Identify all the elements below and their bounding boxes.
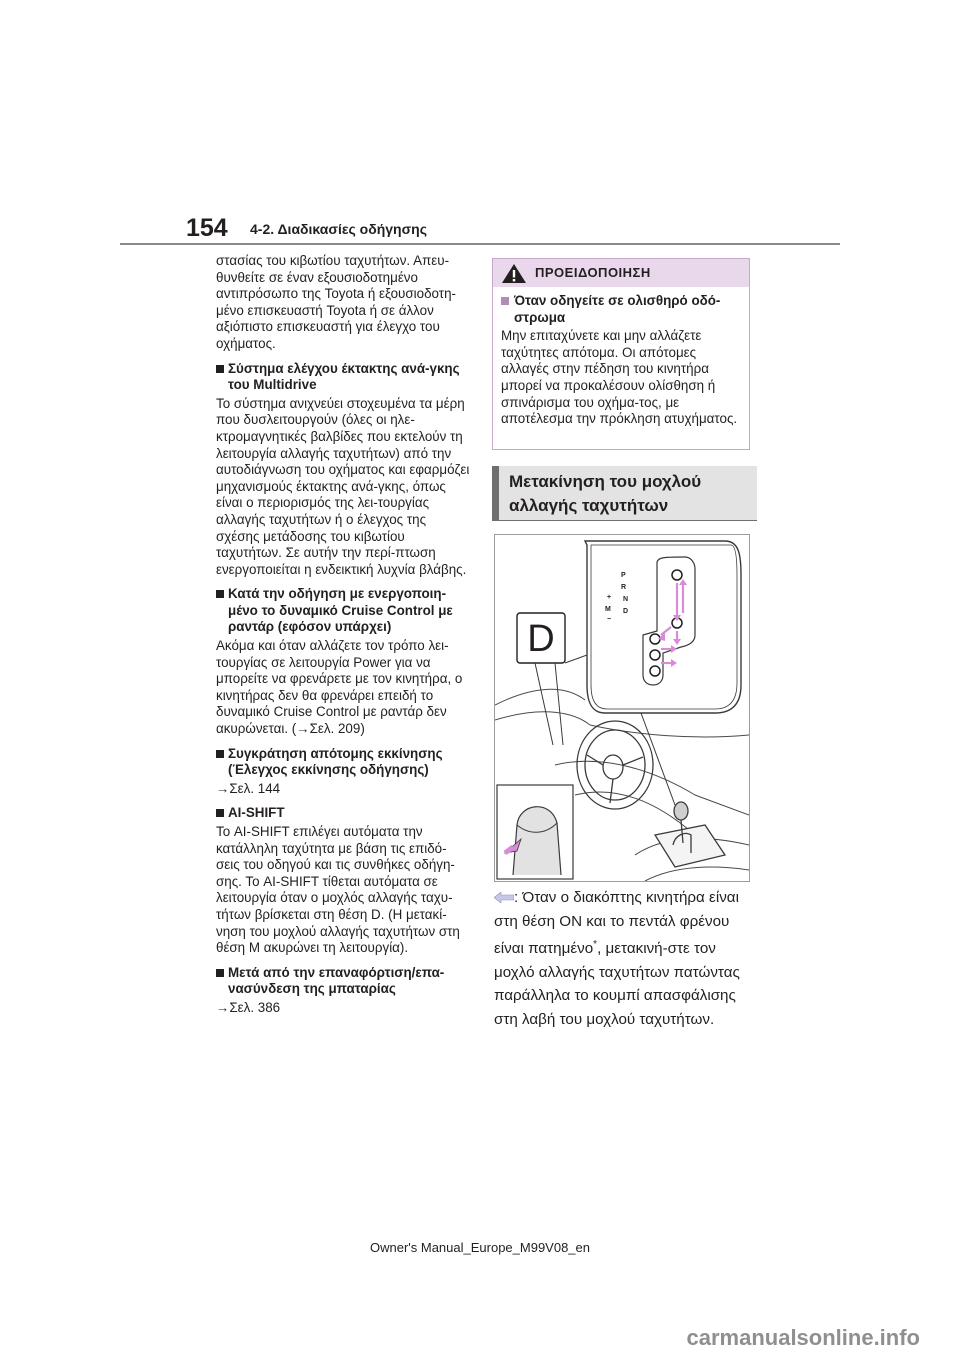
shift-lever-drawing [495, 535, 749, 881]
subsection-body: Το σύστημα ανιχνεύει στοχευμένα τα μέρη που δυσλειτουργούν (όλες οι ηλε-κτρομαγνητικές βαλβίδες που εκτελούν τη λειτουργία αλλαγής ταχυτήτων) από την αυτοδιάγνωση του οχήματος και εφαρμόζει μηχανισμούς έκτακτης ανά-γκης, όπως είναι ο περιορισμός της λει-τουργίας αλλαγής ταχυτήτων ή ο έλεγχος της σχέσης μετάδοσης του κιβωτίου ταχυτήτων. Σε αυτήν την περί-πτωση ενεργοποιείται η ενδεικτική λυχνία βλάβης. [216, 395, 470, 577]
subsection-heading: Μετά από την επαναφόρτιση/επα-νασύνδεση της μπαταρίας [216, 965, 470, 998]
footnote-marker: * [593, 939, 598, 950]
subsection-body: →Σελ. 144 [216, 780, 281, 796]
arrow-left-icon [494, 892, 514, 903]
gate-label-r: R [621, 584, 627, 591]
gate-label-n: N [623, 596, 629, 603]
steering-wheel-icon [577, 721, 653, 809]
warning-triangle-icon [501, 263, 527, 284]
subsection-heading: AI-SHIFT [216, 805, 470, 822]
subsection-body: Το AI-SHIFT επιλέγει αυτόματα την κατάλληλη ταχύτητα με βάση τις επιδό-σεις του οδηγού και τις συνθήκες οδήγη-σης. Το AI-SHIFT τίθεται αυτόματα σε λειτουργία όταν ο μοχλός αλλαγής ταχυ-τήτων βρίσκεται στη θέση D. (Η μετακί-νηση του μοχλού αλλαγής ταχυτήτων στη θέση M ακυρώνει τη λειτουργία). [216, 824, 460, 956]
shift-lever-illustration [494, 534, 750, 882]
intro-paragraph: στασίας του κιβωτίου ταχυτήτων. Απευ-θυνθείτε σε έναν εξουσιοδοτημένο αντιπρόσωπο της Toyota ή εξουσιοδοτη-μένο επισκευαστή Toyota ή σε άλλον αξιόπιστο επισκευαστή για έλεγχο του οχήματος. [216, 253, 456, 351]
gate-label-p: P [621, 572, 626, 579]
figure-caption: : Όταν ο διακόπτης κινητήρα είναι στη θέση ON και το πεντάλ φρένου είναι πατημένο*, μετακινή-στε τον μοχλό αλλαγής ταχυτήτων πατώντας παράλληλα το κουμπί απασφάλισης στη λαβή του μοχλού ταχυτήτων. [494, 889, 740, 1028]
callout-d [517, 613, 565, 745]
mode-label-plus: + [607, 594, 612, 601]
warning-label: ΠΡΟΕΙΔΟΠΟΙΗΣΗ [535, 265, 651, 280]
callout-d-label: D [527, 618, 555, 660]
heading-line-1: Μετακίνηση του μοχλού [509, 472, 702, 491]
square-bullet-icon [216, 969, 224, 977]
section-heading [492, 466, 757, 521]
warning-box [492, 258, 750, 450]
subsection-heading: Κατά την οδήγηση με ενεργοποιη-μένο το δυναμικό Cruise Control με ραντάρ (εφόσον υπάρχει) [216, 586, 470, 636]
left-column [216, 253, 470, 1025]
page-number: 154 [186, 214, 228, 242]
section-title: 4-2. Διαδικασίες οδήγησης [250, 221, 428, 237]
gate-label-d: D [623, 608, 629, 615]
subsection-body: →Σελ. 386 [216, 999, 281, 1015]
warning-header [493, 259, 749, 287]
mode-label-m: M [605, 606, 611, 613]
watermark: carmanualsonline.info [686, 1325, 920, 1350]
footer-text: Owner's Manual_Europe_M99V08_en [369, 1240, 590, 1255]
warning-text: Μην επιταχύνετε και μην αλλάζετε ταχύτητες απότομα. Οι απότομες αλλαγές στην πέδηση του κινητήρα μπορεί να προκαλέσουν ολίσθηση ή σπινάρισμα του οχήμα-τος, με αποτέλεσμα την πρόκληση ατυχήματος. [501, 328, 738, 427]
mode-label-minus: − [607, 616, 612, 623]
header-rule [120, 243, 840, 245]
heading-line-2: αλλαγής ταχυτήτων [509, 496, 669, 515]
square-bullet-icon [216, 809, 224, 817]
knob-inset [497, 785, 573, 879]
square-bullet-icon [216, 590, 224, 598]
square-bullet-icon [216, 750, 224, 758]
subsection-body: Ακόμα και όταν αλλάζετε τον τρόπο λει-τουργίας σε λειτουργία Power για να μπορείτε να φρενάρετε με τον κινητήρα, ο κινητήρας δεν θα φρενάρει επειδή το δυναμικό Cruise Control με ραντάρ δεν ακυρώνεται. (→Σελ. 209) [216, 638, 463, 737]
subsection-heading: Σύστημα ελέγχου έκτακτης ανά-γκης του Multidrive [216, 361, 470, 394]
warning-heading: Όταν οδηγείτε σε ολισθηρό οδό-στρωμα [501, 293, 741, 326]
square-bullet-icon [501, 297, 509, 305]
square-bullet-icon [216, 365, 224, 373]
subsection-heading: Συγκράτηση απότομης εκκίνησης (Έλεγχος εκκίνησης οδήγησης) [216, 746, 470, 779]
